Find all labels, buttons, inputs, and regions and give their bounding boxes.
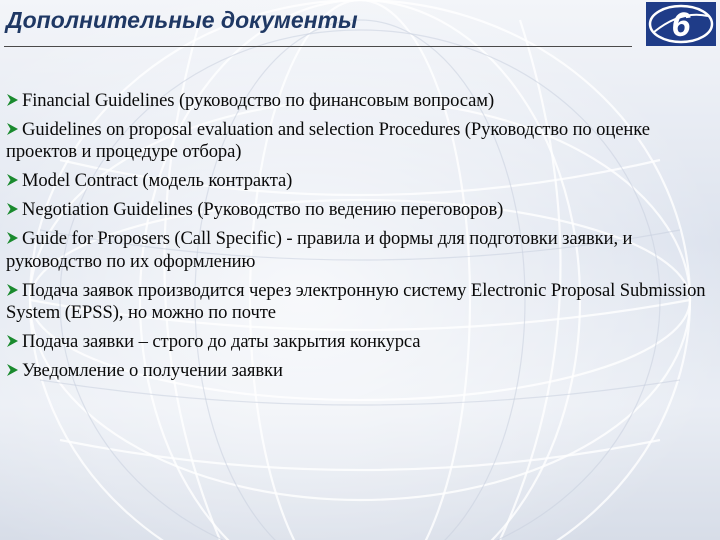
arrow-bullet-icon: [6, 363, 19, 377]
list-item: [6, 360, 712, 382]
bullet-text: Model Contract (модель контракта): [22, 170, 293, 192]
title-underline: [4, 46, 632, 47]
logo-numeral: 6: [671, 6, 691, 44]
slide-body: [6, 90, 712, 389]
slide-title: Дополнительные документы: [6, 7, 358, 33]
bullet-text: Guide for Proposers (Call Specific) - правила и формы для подготовки заявки, и руководство по их оформлению: [6, 228, 633, 272]
list-item: [6, 280, 712, 325]
bullet-text: Подача заявок производится через электронную систему Electronic Proposal Submission System (EPSS), но можно по почте: [6, 279, 706, 324]
list-item: [6, 90, 712, 112]
slide-header: [0, 0, 720, 52]
list-item: [6, 199, 712, 221]
bullet-list: [6, 90, 712, 383]
bullet-text: Подача заявки – строго до даты закрытия конкурса: [22, 331, 421, 353]
bullet-text: Financial Guidelines (руководство по финансовым вопросам): [22, 90, 495, 111]
arrow-bullet-icon: [6, 93, 19, 107]
arrow-bullet-icon: [6, 231, 19, 245]
bullet-text: Guidelines on proposal evaluation and selection Procedures (Руководство по оценке проектов и процедуре отбора): [6, 119, 650, 163]
arrow-bullet-icon: [6, 334, 19, 348]
list-item: [6, 331, 712, 353]
arrow-bullet-icon: [6, 173, 19, 187]
bullet-text: Negotiation Guidelines (Руководство по ведению переговоров): [22, 199, 504, 221]
list-item: [6, 170, 712, 192]
list-item: [6, 228, 712, 273]
arrow-bullet-icon: [6, 122, 19, 136]
arrow-bullet-icon: [6, 283, 19, 297]
bullet-text: Уведомление о получении заявки: [22, 360, 283, 382]
list-item: [6, 119, 712, 164]
fp6-logo-icon: [646, 2, 716, 46]
arrow-bullet-icon: [6, 202, 19, 216]
